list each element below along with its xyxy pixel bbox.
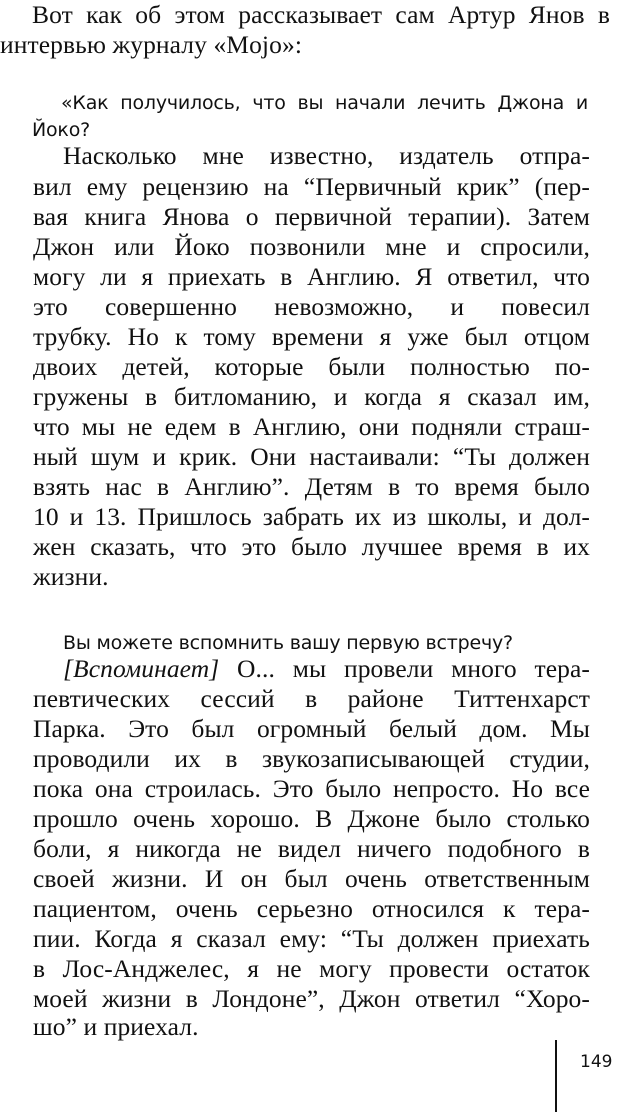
- stage-direction: [Вспоминает]: [63, 654, 220, 683]
- answer-line: пока она строилась. Это было непросто. Но все: [33, 774, 590, 803]
- answer-line: жен сказать, что это было лучшее время в их: [33, 532, 590, 561]
- answer-line: это совершенно невозможно, и повесил: [33, 292, 590, 321]
- page-number: 149: [580, 1052, 613, 1072]
- question-heading: «Как получилось, что вы начали лечить Джона и: [61, 92, 588, 114]
- answer-line: Джон или Йоко позвонили мне и спросили,: [33, 232, 590, 261]
- answer-line: гружены в битломанию, и когда я сказал им,: [33, 382, 590, 411]
- answer-line: [63, 654, 590, 684]
- intro-line: Вот как об этом рассказывает сам Артур Янов в: [32, 0, 610, 29]
- answer-line: вая книга Янова о первичной терапии). Затем: [33, 202, 590, 231]
- answer-line: певтических сессий в районе Титтенхарст: [33, 684, 590, 713]
- answer-line: Насколько мне известно, издатель отпра-: [63, 141, 590, 170]
- answer-line: двоих детей, которые были полностью по-: [33, 352, 590, 381]
- page-number-rule: [555, 1040, 557, 1112]
- answer-line: вил ему рецензию на “Первичный крик” (пер-: [33, 172, 590, 201]
- answer-line: жизни.: [33, 562, 109, 591]
- intro-line: интервью журналу «Mojo»:: [0, 30, 302, 59]
- answer-line: проводили их в звукозаписывающей студии,: [33, 744, 590, 773]
- answer-line: в Лос-Анджелес, я не могу провести остаток: [33, 954, 590, 983]
- answer-line: прошло очень хорошо. В Джоне было столько: [33, 804, 590, 833]
- answer-line: 10 и 13. Пришлось забрать их из школы, и дол-: [33, 502, 590, 531]
- answer-line: боли, я никогда не видел ничего подобного в: [33, 834, 590, 863]
- answer-line: шо” и приехал.: [33, 1012, 199, 1041]
- answer-line: моей жизни в Лондоне”, Джон ответил “Хоро-: [33, 984, 590, 1013]
- question-heading: Вы можете вспомнить вашу первую встречу?: [63, 632, 513, 654]
- answer-line: пии. Когда я сказал ему: “Ты должен приехать: [33, 924, 590, 953]
- answer-text: О... мы провели много тера-: [219, 654, 590, 683]
- answer-line: Парка. Это был огромный белый дом. Мы: [33, 714, 590, 743]
- answer-line: своей жизни. И он был очень ответственным: [33, 864, 590, 893]
- answer-line: что мы не едем в Англию, они подняли страш-: [33, 412, 590, 441]
- answer-line: могу ли я приехать в Англию. Я ответил, что: [33, 262, 590, 291]
- answer-line: взять нас в Англию”. Детям в то время было: [33, 472, 590, 501]
- question-heading: Йоко?: [32, 119, 91, 141]
- answer-line: трубку. Но к тому времени я уже был отцом: [33, 322, 590, 351]
- answer-line: ный шум и крик. Они настаивали: “Ты должен: [33, 442, 590, 471]
- answer-line: пациентом, очень серьезно относился к тера-: [33, 894, 590, 923]
